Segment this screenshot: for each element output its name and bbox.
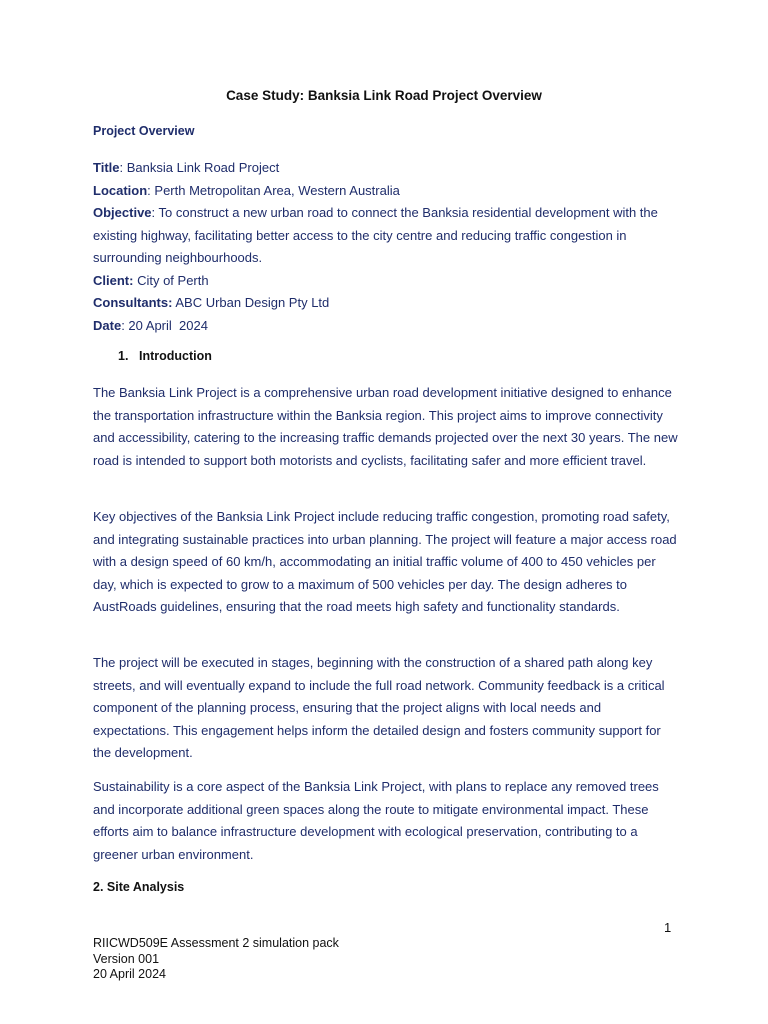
meta-consultants [93, 292, 678, 315]
paragraph-3: The project will be executed in stages, beginning with the construction of a shared path along key streets, and will eventually expand to include the full road network. Community feedback is a critical component of the planning process, ensuring that the project aligns with local needs and expectations. This engagement helps inform the detailed design and fosters community support for the development. [93, 655, 665, 760]
meta-label: Title [93, 160, 120, 175]
project-meta-list [93, 157, 678, 337]
meta-label: Location [93, 182, 148, 198]
meta-label: Client: [93, 272, 134, 288]
heading-text: Introduction [139, 349, 212, 363]
list-number: 1. [118, 349, 129, 363]
meta-sep: : [147, 182, 155, 198]
paragraph-2: Key objectives of the Banksia Link Project include reducing traffic congestion, promoting road safety, and integrating sustainable practices into urban planning. The project will feature a major access road with a design speed of 60 km/h, accommodating an initial traffic volume of 400 to 450 vehicles per day, which is expected to grow to a maximum of 500 vehicles per day. The design adheres to AustRoads guidelines, ensuring that the road meets high safety and functionality standards. [93, 509, 677, 614]
section-heading-site-analysis: 2. Site Analysis [93, 880, 185, 894]
footer-date: 20 April 2024 [93, 967, 166, 981]
meta-sep: : [121, 317, 129, 333]
footer-version: Version 001 [93, 951, 160, 966]
meta-value: To construct a new urban road to connect the Banksia residential development with the existing highway, facilitating better access to the city centre and reducing traffic congestion in surrounding neighbourhoods. [93, 205, 658, 265]
meta-location [93, 180, 678, 203]
meta-value: ABC Urban Design Pty Ltd [175, 295, 330, 310]
meta-client [93, 270, 678, 293]
meta-sep: : [151, 205, 159, 220]
meta-sep: : [119, 160, 127, 175]
meta-value: Perth Metropolitan Area, Western Australia [154, 182, 400, 198]
section-heading-project-overview: Project Overview [93, 124, 195, 138]
footer-assessment: RIICWD509E Assessment 2 simulation pack [93, 936, 339, 950]
page-number: 1 [664, 920, 672, 935]
meta-title [93, 157, 678, 180]
document-title: Case Study: Banksia Link Road Project Overview [226, 88, 542, 103]
meta-date [93, 315, 678, 338]
meta-value: 20 April 2024 [128, 317, 208, 333]
meta-value: Banksia Link Road Project [126, 160, 280, 175]
meta-label: Date [93, 317, 122, 333]
paragraph-1: The Banksia Link Project is a comprehensive urban road development initiative designed to enhance the transportation infrastructure within the Banksia region. This project aims to improve connectivity and accessibility, catering to the increasing traffic demands projected over the next 30 years. The new road is intended to support both motorists and cyclists, facilitating safer and more efficient travel. [93, 385, 678, 468]
section-heading-introduction [118, 349, 212, 363]
footer [93, 936, 339, 983]
meta-value: City of Perth [137, 272, 209, 288]
paragraph-4: Sustainability is a core aspect of the Banksia Link Project, with plans to replace any removed trees and incorporate additional green spaces along the route to mitigate environmental impact. These efforts aim to balance infrastructure development with ecological preservation, contributing to a greener urban environment. [93, 779, 659, 862]
meta-label: Consultants: [93, 295, 173, 310]
meta-objective [93, 202, 678, 270]
meta-label: Objective [93, 205, 152, 220]
